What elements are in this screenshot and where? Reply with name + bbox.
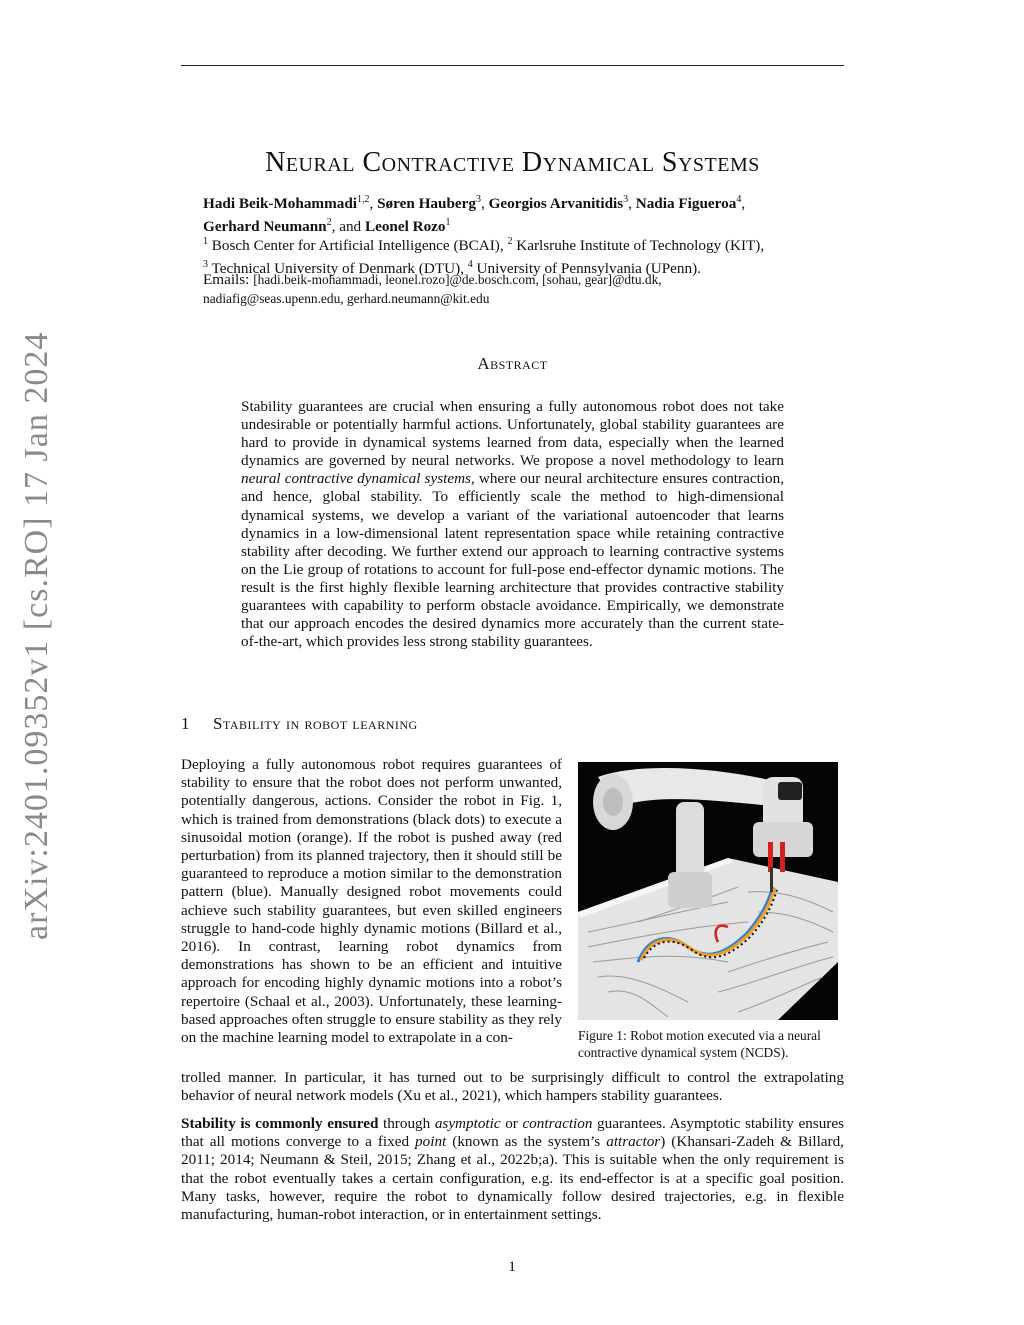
paper-title: Neural Contractive Dynamical Systems [265, 146, 760, 178]
paragraph: Deploying a fully autonomous robot requires guarantees of stability to ensure that the robot does not perform unwanted, potentially dangerous, actions. Consider the robot in Fig. 1, which is trained from demonstrations (black dots) to execute a sinusoidal motion (orange). If the robot is pushed away (red perturbation) from its planned trajectory, then it should still be guaranteed to reproduce a motion similar to the demonstration pattern (blue). Manually designed robot movements could achieve such stability guarantees, but even skilled engineers struggle to hand-code highly dynamic motions (Billard et al., 2016). In contrast, learning robot dynamics from demonstrations has shown to be an efficient and intuitive approach for encoding highly dynamic motions into a robot’s repertoire (Schaal et al., 2003). Unfortunately, these learning-based approaches often struggle to ensure stability as they rely on the machine learning model to extrapolate in a con- [181, 756, 562, 1047]
abstract-body [241, 398, 784, 651]
author-list: Hadi Beik-Mohammadi$^{1,2}$, Søren Hauberg$^3$, Georgios Arvanitidis$^3$, Nadia Figueroa$^4$, Gerhard Neumann$^2$, and Leonel Rozo$^1$ [203, 194, 746, 236]
author-name: Georgios Arvanitidis [488, 195, 624, 213]
author-name: Hadi Beik-Mohammadi [203, 195, 357, 213]
affil-mark: 4 [467, 259, 473, 271]
email-line-1: [hadi.beik-mohammadi, leonel.rozo]@de.bosch.com, [sohau, gear]@dtu.dk, [253, 272, 662, 287]
page-number: 1 [508, 1258, 516, 1275]
paragraph-text: (known as the system’s [446, 1133, 607, 1151]
figure-robot-image [578, 762, 838, 1020]
section-title: Stability in robot learning [213, 714, 418, 733]
affil-text: Bosch Center for Artificial Intelligence (BCAI), [211, 237, 504, 255]
abstract-heading: Abstract [477, 354, 548, 373]
arxiv-identifier: arXiv:2401.09352v1 [cs.RO] 17 Jan 2024 [18, 331, 55, 940]
affil-mark: 1 [203, 236, 208, 247]
affil-text: Karlsruhe Institute of Technology (KIT), [516, 237, 765, 255]
author-affil-mark: 1 [445, 217, 451, 229]
author-affil-mark: 4 [736, 194, 742, 205]
section-body-paragraph-2 [181, 1115, 844, 1224]
abstract-emphasis: neural contractive dynamical systems [241, 470, 471, 488]
abstract-text: Stability guarantees are crucial when ensuring a fully autonomous robot does not take undesirable or potentially harmful actions. Unfortunately, global stability guarantees are hard to provide in dynamical systems learned from data, especially when the learned dynamics are governed by neural networks. We propose a novel methodology to learn [241, 398, 784, 470]
author-affil-mark: 1,2 [357, 194, 370, 205]
affil-text: University of Pennsylvania (UPenn). [476, 260, 701, 278]
paragraph-text: guarantees. Asymptotic stability ensures that all motions converge to a fixed [181, 1115, 845, 1151]
email-line-2: nadiafig@seas.upenn.edu, gerhard.neumann@kit.edu [203, 291, 490, 306]
section-number: 1 [181, 714, 190, 733]
author-affil-mark: 3 [475, 194, 481, 205]
author-name: Gerhard Neumann [203, 218, 327, 236]
author-name: Leonel Rozo [364, 218, 446, 236]
emails-label: Emails: [203, 271, 250, 288]
emphasis: attractor [606, 1133, 661, 1151]
author-affil-mark: 2 [326, 217, 332, 229]
author-name: Søren Hauberg [377, 195, 476, 213]
section-body-full-width [181, 1069, 844, 1105]
paragraph: trolled manner. In particular, it has turned out to be surprisingly difficult to control the extrapolating behavior of neural network models (Xu et al., 2021), which hampers stability guarantees. [181, 1069, 844, 1105]
section-heading [181, 714, 418, 734]
paragraph-text: ) (Khansari-Zadeh & Billard, 2011; 2014; Neumann & Steil, 2015; Zhang et al., 2022b;a). This is suitable when the only requirement is that the robot eventually takes a certain configuration, e.g. its end-effector is at a specific goal position. Many tasks, however, require the robot to dynamically follow desired trajectories, e.g. in flexible manufacturing, human-robot interaction, or in entertainment settings. [181, 1133, 844, 1224]
abstract-text: , where our neural architecture ensures contraction, and hence, global stability. To efficiently scale the method to high-dimensional dynamical systems, we develop a variant of the variational autoencoder that learns dynamics in a low-dimensional latent representation space while retaining contractive stability after decoding. We further extend our approach to learning contractive systems on the Lie group of rotations to account for full-pose end-effector dynamic motions. The result is the first highly flexible learning architecture that provides contractive stability guarantees with capability to perform obstacle avoidance. Empirically, we demonstrate that our approach encodes the desired dynamics more accurately than the current state-of-the-art, which provides less strong stability guarantees. [241, 470, 784, 651]
paragraph-lead: Stability is commonly ensured [181, 1115, 379, 1132]
top-rule [181, 65, 844, 66]
emphasis: asymptotic [434, 1115, 501, 1132]
affil-text: Technical University of Denmark (DTU), [211, 260, 464, 278]
figure-caption: Figure 1: Robot motion executed via a neural contractive dynamical system (NCDS). [578, 1028, 821, 1060]
author-affil-mark: 3 [623, 194, 629, 205]
affil-mark: 3 [203, 259, 208, 271]
author-conjunction: and [339, 218, 362, 236]
emphasis: point [415, 1133, 447, 1151]
paragraph-text: or [500, 1115, 523, 1132]
affil-mark: 2 [507, 236, 513, 247]
email-block [203, 270, 843, 308]
section-body-column [181, 756, 562, 1047]
author-name: Nadia Figueroa [635, 195, 737, 213]
robot-illustration [578, 762, 838, 1020]
emphasis: contraction [522, 1115, 593, 1132]
paragraph-text: through [378, 1115, 435, 1132]
